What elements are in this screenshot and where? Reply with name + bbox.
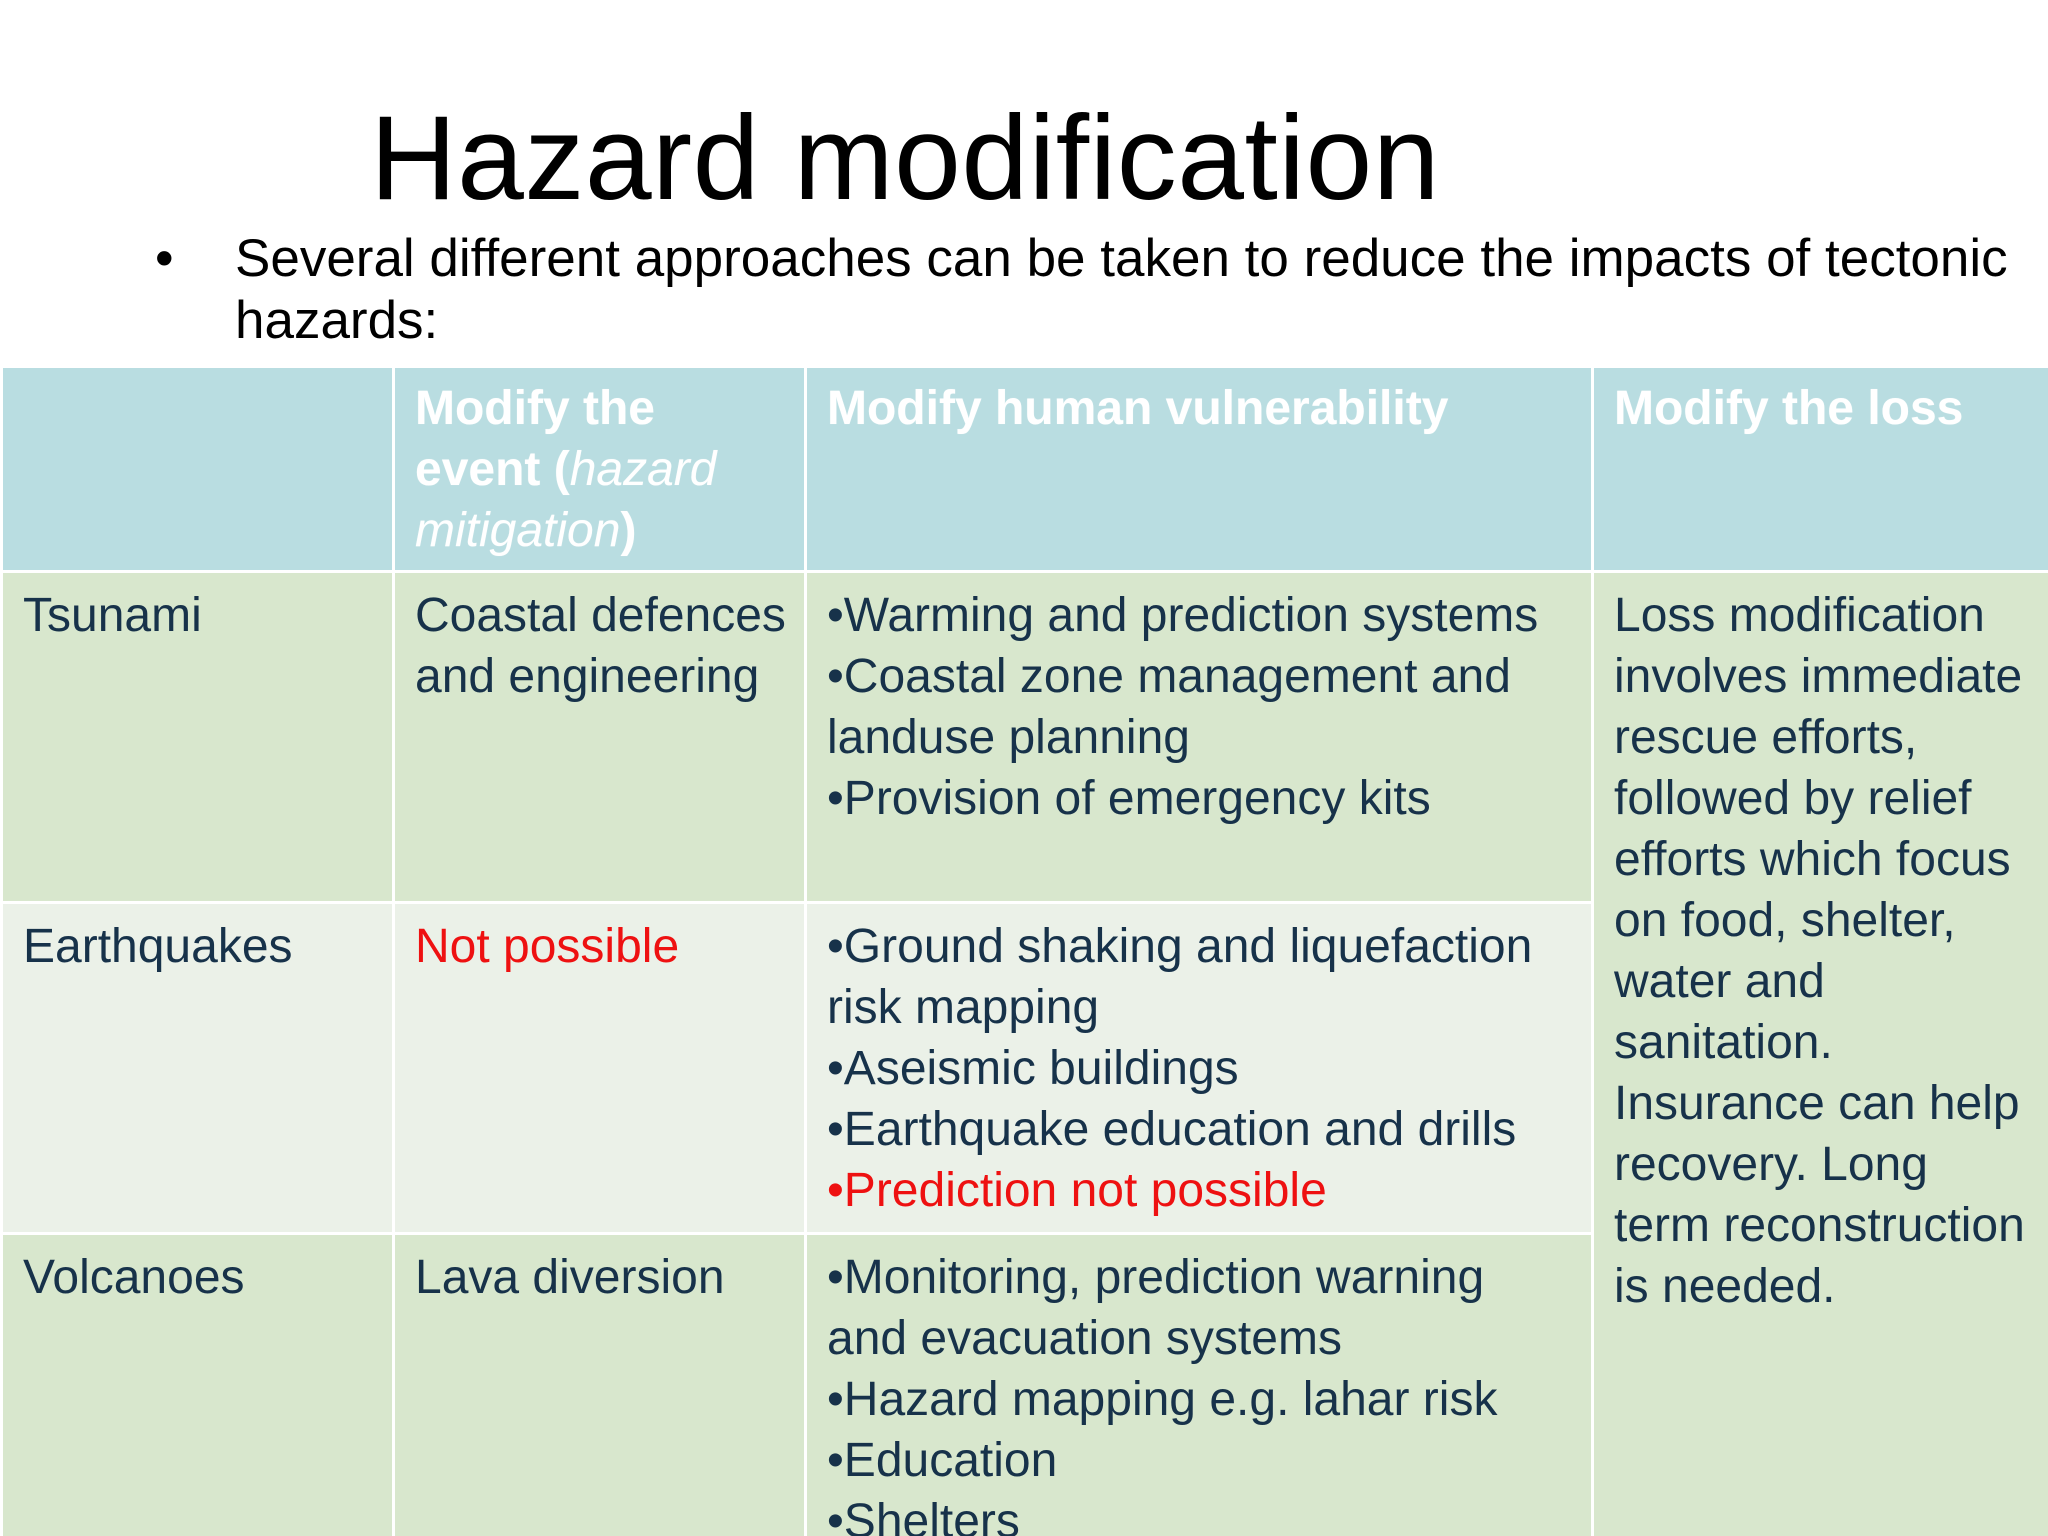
- table-header-row: [2, 367, 2048, 572]
- slide-title: Hazard modification: [370, 91, 1440, 225]
- measure-item: •Hazard mapping e.g. lahar risk: [827, 1373, 1498, 1426]
- measure-item: •Provision of emergency kits: [827, 772, 1431, 825]
- measure-item: •Ground shaking and liquefaction risk mapping: [827, 920, 1533, 1034]
- intro-bullet-point: [155, 228, 2015, 352]
- event-cell-volcanoes: Lava diversion: [394, 1234, 806, 1536]
- vulnerability-cell-earthquakes: [806, 903, 1593, 1234]
- table-row-tsunami: [2, 572, 2048, 903]
- intro-text: Several different approaches can be taken to reduce the impacts of tectonic hazards:: [235, 229, 2008, 350]
- measure-item: •Coastal zone management and landuse planning: [827, 650, 1511, 764]
- measure-item: •Education: [827, 1434, 1058, 1487]
- measure-item: •Shelters: [827, 1495, 1020, 1536]
- header-blank-cell: [2, 367, 394, 572]
- hazard-modification-table: [0, 365, 2048, 1536]
- vulnerability-cell-volcanoes: [806, 1234, 1593, 1536]
- header-modify-event: [394, 367, 806, 572]
- measure-item-prediction-not-possible: •Prediction not possible: [827, 1164, 1327, 1217]
- header-hazard-mitigation: hazard mitigation: [415, 443, 717, 557]
- hazard-cell-earthquakes: Earthquakes: [2, 903, 394, 1234]
- loss-modification-cell: Loss modification involves immediate rescue efforts, followed by relief efforts which focus on food, shelter, water and sanitation. Insurance can help recovery. Long term reconstruction is needed.: [1593, 572, 2048, 1536]
- header-modify-loss: Modify the loss: [1593, 367, 2048, 572]
- bullet-marker: •: [155, 229, 174, 288]
- measure-item: •Earthquake education and drills: [827, 1103, 1517, 1156]
- event-cell-earthquakes: Not possible: [394, 903, 806, 1234]
- event-cell-tsunami: Coastal defences and engineering: [394, 572, 806, 903]
- measure-item: •Aseismic buildings: [827, 1042, 1239, 1095]
- vulnerability-cell-tsunami: [806, 572, 1593, 903]
- header-modify-event-suffix: ): [620, 504, 637, 557]
- hazard-cell-tsunami: Tsunami: [2, 572, 394, 903]
- measure-item: •Monitoring, prediction warning and evacuation systems: [827, 1251, 1485, 1365]
- header-modify-vulnerability: Modify human vulnerability: [806, 367, 1593, 572]
- hazard-cell-volcanoes: Volcanoes: [2, 1234, 394, 1536]
- measure-item: •Warming and prediction systems: [827, 589, 1539, 642]
- header-modify-event-prefix: Modify the event (: [415, 382, 655, 496]
